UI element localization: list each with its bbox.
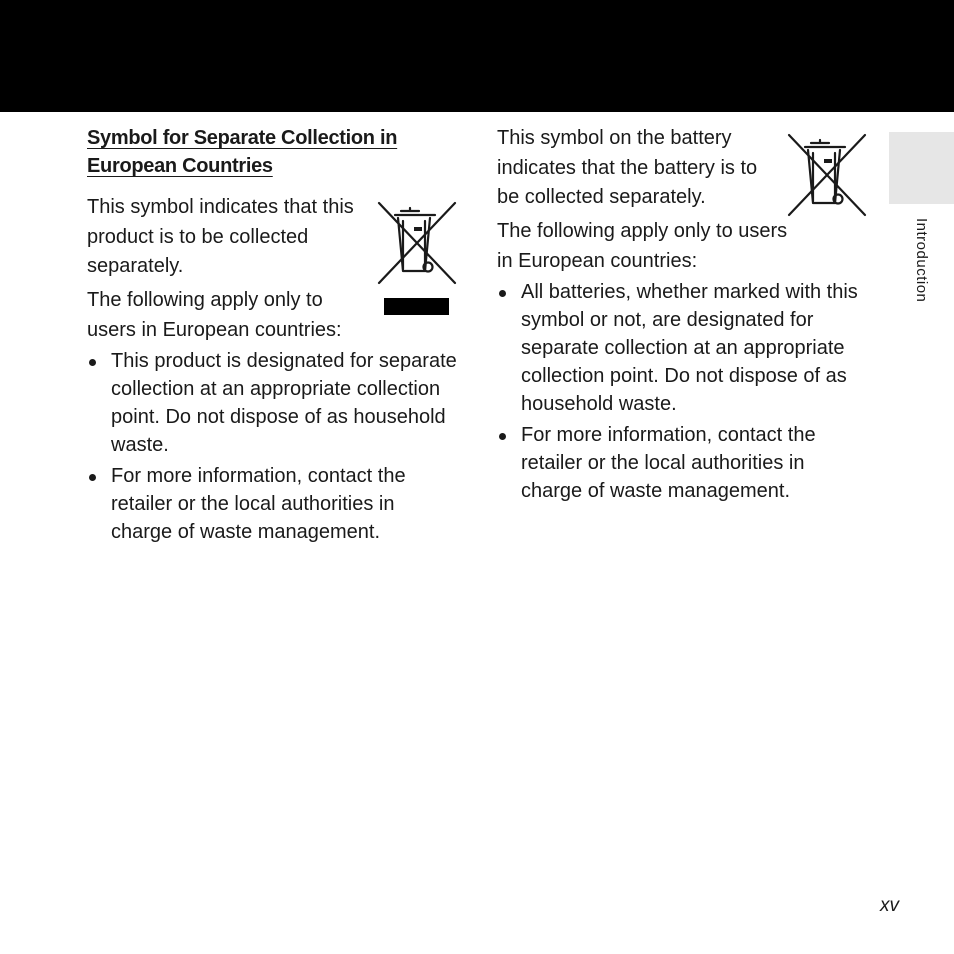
battery-bullet-list <box>497 278 869 508</box>
battery-apply-text: The following apply only to users in European countries: <box>497 220 788 272</box>
black-bar-mark <box>384 298 449 315</box>
product-bullet-list <box>87 347 459 549</box>
side-tab <box>889 132 954 204</box>
header-bar <box>0 0 954 112</box>
list-item: For more information, contact the retailer or the local authorities in charge of waste management. <box>87 462 459 546</box>
list-item: For more information, contact the retailer or the local authorities in charge of waste management. <box>497 421 869 505</box>
product-intro-text: This symbol indicates that this product is to be collected separately. <box>87 196 354 277</box>
crossed-out-wheeled-bin-icon <box>787 133 867 217</box>
product-apply-text: The following apply only to users in European countries: <box>87 289 342 341</box>
section-heading: Symbol for Separate Collection in European Countries <box>87 127 398 177</box>
crossed-out-wheeled-bin-icon <box>377 201 457 285</box>
list-item: All batteries, whether marked with this symbol or not, are designated for separate collection at an appropriate collection point. Do not dispose of as household waste. <box>497 278 869 418</box>
page-number: xv <box>880 895 899 916</box>
list-item: This product is designated for separate collection at an appropriate collection point. Do not dispose of as household waste. <box>87 347 459 459</box>
side-tab-label: Introduction <box>913 218 930 303</box>
battery-intro-text: This symbol on the battery indicates that the battery is to be collected separately. <box>497 127 758 208</box>
